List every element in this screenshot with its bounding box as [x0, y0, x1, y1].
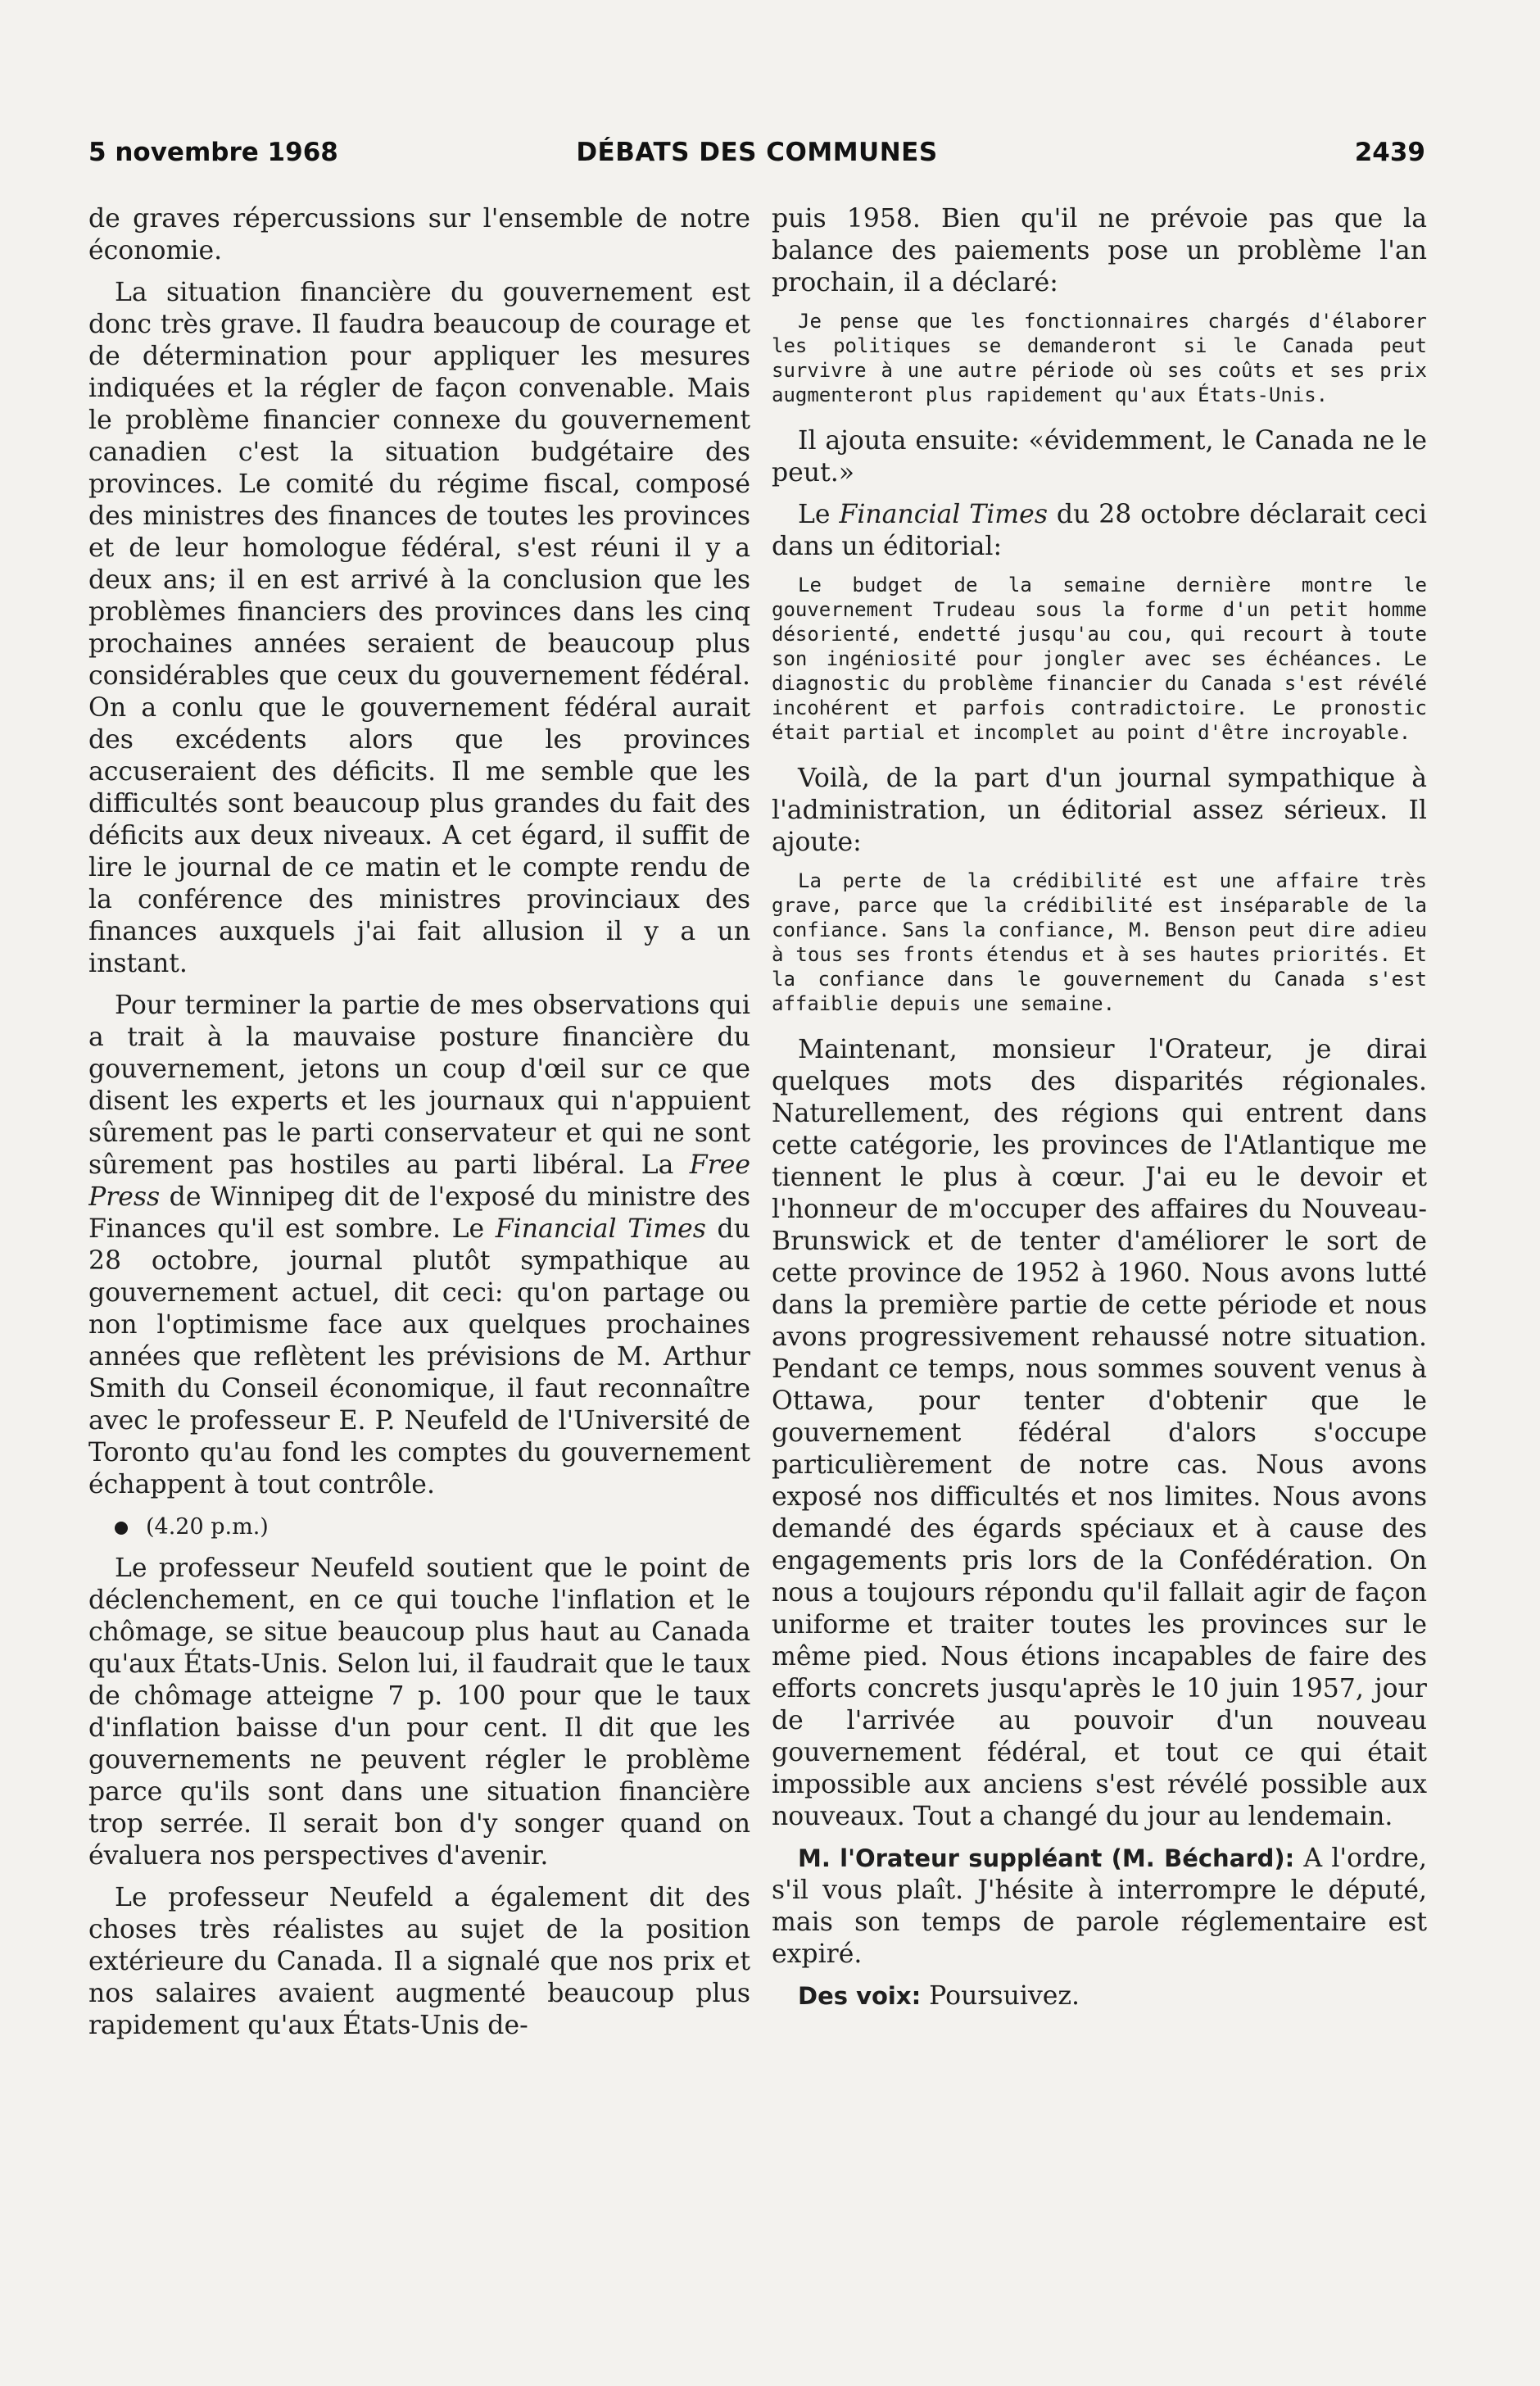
- left-column: [88, 203, 750, 2202]
- header-page-number: 2439: [1354, 138, 1425, 167]
- right-paragraph-1: puis 1958. Bien qu'il ne prévoie pas que la balance des paiements pose un problème l'an prochain, il a déclaré:: [772, 204, 1427, 297]
- left-paragraph-1: de graves répercussions sur l'ensemble de notre économie.: [88, 204, 750, 265]
- left-paragraph-3: Pour terminer la partie de mes observations qui a trait à la mauvaise posture financière du gouvernement, jetons un coup d'œil sur ce que disent les experts et les journaux qui n'appuient sûrement pas le parti conservateur et qui ne sont sûrement pas hostiles au parti libéral. La Free Press de Winnipeg dit de l'exposé du ministre des Finances qu'il est sombre. Le Financial Times du 28 octobre, journal plutôt sympathique au gouvernement actuel, dit ceci: qu'on partage ou non l'optimisme face aux quelques prochaines années que reflètent les prévisions de M. Arthur Smith du Conseil économique, il faut reconnaître avec le professeur E. P. Neufeld de l'Université de Toronto qu'au fond les comptes du gouvernement échappent à tout contrôle.: [88, 991, 750, 1499]
- right-paragraph-3: Le Financial Times du 28 octobre déclarait ceci dans un éditorial:: [772, 500, 1427, 561]
- left-paragraph-4: Le professeur Neufeld soutient que le point de déclenchement, en ce qui touche l'inflation et le chômage, se situe beaucoup plus haut au Canada qu'aux États-Unis. Selon lui, il faudrait que le taux de chômage atteigne 7 p. 100 pour que le taux d'inflation baisse d'un pour cent. Il dit que les gouvernements ne peuvent régler le problème parce qu'ils sont dans une situation financière trop serrée. Il serait bon d'y songer quand on évaluera nos perspectives d'avenir.: [88, 1554, 750, 1871]
- speaker-name: Des voix:: [798, 1982, 922, 2010]
- right-paragraph-5: Maintenant, monsieur l'Orateur, je dirai quelques mots des disparités régionales. Naturellement, des régions qui entrent dans cette catégorie, les provinces de l'Atlantique me tiennent le plus à cœur. J'ai eu le devoir et l'honneur de m'occuper des affaires du Nouveau-Brunswick et de tenter d'améliorer le sort de cette province de 1952 à 1960. Nous avons lutté dans la première partie de cette période et nous avons progressivement rehaussé notre situation. Pendant ce temps, nous sommes souvent venus à Ottawa, pour tenter d'obtenir que le gouvernement fédéral d'alors s'occupe particulièrement de notre cas. Nous avons exposé nos difficultés et nos limites. Nous avons demandé des égards spéciaux et à cause des engagements pris lors de la Confédération. On nous a toujours répondu qu'il fallait agir de façon uniforme et traiter toutes les provinces sur le même pied. Nous étions incapables de faire des efforts concrets jusqu'après le 10 juin 1957, jour de l'arrivée au pouvoir d'un nouveau gouvernement fédéral, et tout ce qui était impossible aux anciens s'est révélé possible aux nouveaux. Tout a changé du jour au lendemain.: [772, 1035, 1427, 1831]
- header-title: DÉBATS DES COMMUNES: [576, 138, 938, 167]
- newspaper-name: Financial Times: [839, 500, 1048, 529]
- header-date: 5 novembre 1968: [88, 138, 338, 167]
- time-stamp: (4.20 p.m.): [88, 1511, 750, 1543]
- quotation-2: Le budget de la semaine dernière montre le gouvernement Trudeau sous la forme d'un petit homme désorienté, endetté jusqu'au cou, qui recourt à toute son ingéniosité pour jongler avec ses échéances. Le diagnostic du problème financier du Canada s'est révélé incohérent et parfois contradictoire. Le pronostic était partial et incomplet au point d'être incroyable.: [772, 574, 1427, 744]
- left-paragraph-2: La situation financière du gouvernement est donc très grave. Il faudra beaucoup de courage et de détermination pour appliquer les mesures indiquées et la régler de façon convenable. Mais le problème financier connexe du gouvernement canadien c'est la situation budgétaire des provinces. Le comité du régime fiscal, composé des ministres des finances de toutes les provinces et de leur homologue fédéral, s'est réuni il y a deux ans; il en est arrivé à la conclusion que les problèmes financiers des provinces dans les cinq prochaines années seraient de beaucoup plus considérables que ceux du gouvernement fédéral. On a conlu que le gouvernement fédéral aurait des excédents alors que les provinces accuseraient des déficits. Il me semble que les difficultés sont beaucoup plus grandes du fait des déficits aux deux niveaux. A cet égard, il suffit de lire le journal de ce matin et le compte rendu de la conférence des ministres provinciaux des finances auxquels j'ai fait allusion il y a un instant.: [88, 278, 750, 978]
- left-paragraph-5: Le professeur Neufeld a également dit des choses très réalistes au sujet de la position extérieure du Canada. Il a signalé que nos prix et nos salaires avaient augmenté beaucoup plus rapidement qu'aux États-Unis de-: [88, 1883, 750, 2040]
- voices-paragraph: Des voix: Poursuivez.: [798, 1981, 1080, 2011]
- speaker-paragraph: M. l'Orateur suppléant (M. Béchard): A l'ordre, s'il vous plaît. J'hésite à interrompre le député, mais son temps de parole réglementaire est expiré.: [772, 1844, 1427, 1969]
- bullet-icon: [115, 1522, 128, 1535]
- speaker-name: M. l'Orateur suppléant (M. Béchard):: [798, 1844, 1295, 1872]
- page-header: [88, 138, 1425, 179]
- newspaper-name: Financial Times: [495, 1214, 706, 1244]
- newspaper-name: Free Press: [88, 1150, 750, 1212]
- right-paragraph-4: Voilà, de la part d'un journal sympathique à l'administration, un éditorial assez sérieux. Il ajoute:: [772, 764, 1427, 857]
- right-paragraph-2: Il ajouta ensuite: «évidemment, le Canada ne le peut.»: [772, 426, 1427, 488]
- right-column: [772, 203, 1427, 2202]
- quotation-3: La perte de la crédibilité est une affaire très grave, parce que la crédibilité est inséparable de la confiance. Sans la confiance, M. Benson peut dire adieu à tous ses fronts étendus et à ses hautes priorités. Et la confiance dans le gouvernement du Canada s'est affaiblie depuis une semaine.: [772, 869, 1427, 1015]
- quotation-1: Je pense que les fonctionnaires chargés d'élaborer les politiques se demanderont si le Canada peut survivre à une autre période où ses coûts et ses prix augmenteront plus rapidement qu'aux États-Unis.: [772, 310, 1427, 406]
